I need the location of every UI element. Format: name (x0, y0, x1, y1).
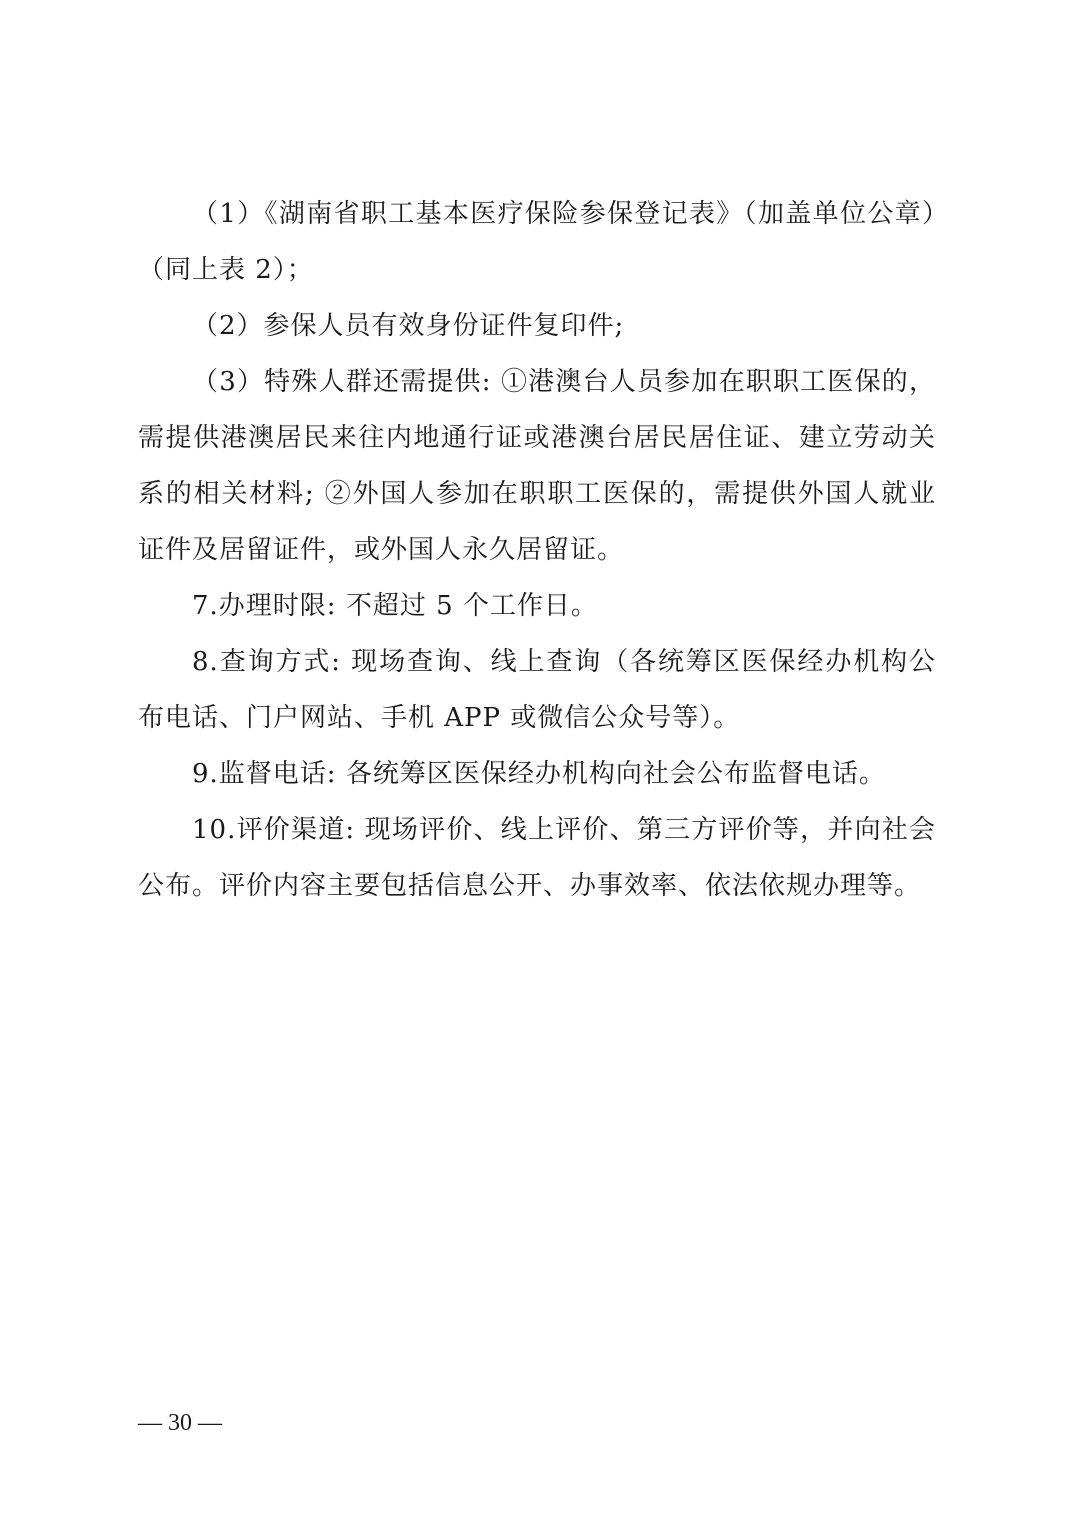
paragraph-evaluation-channel: 10.评价渠道: 现场评价、线上评价、第三方评价等，并向社会公布。评价内容主要包括信息公开、办事效率、依法依规办理等。 (138, 815, 936, 901)
paragraph-id-copy: （2）参保人员有效身份证件复印件; (192, 311, 625, 341)
paragraph-processing-time: 7.办理时限: 不超过 5 个工作日。 (192, 591, 598, 621)
paragraph-supervision-phone: 9.监督电话: 各统筹区医保经办机构向社会公布监督电话。 (192, 759, 886, 789)
paragraph-query-method: 8.查询方式: 现场查询、线上查询（各统筹区医保经办机构公布电话、门户网站、手机 APP 或微信公众号等）。 (138, 647, 936, 733)
paragraph-special-groups: （3）特殊人群还需提供: ①港澳台人员参加在职职工医保的，需提供港澳居民来往内地通行证或港澳台居民居住证、建立劳动关系的相关材料; ②外国人参加在职职工医保的，需提供外国人就业证件及居留证件，或外国人永久居留证。 (138, 367, 936, 565)
paragraph-registration-form: （1）《湖南省职工基本医疗保险参保登记表》（加盖单位公章）（同上表 2）； (138, 199, 936, 285)
document-body (138, 186, 936, 914)
page-number: — 30 — (138, 1410, 222, 1436)
